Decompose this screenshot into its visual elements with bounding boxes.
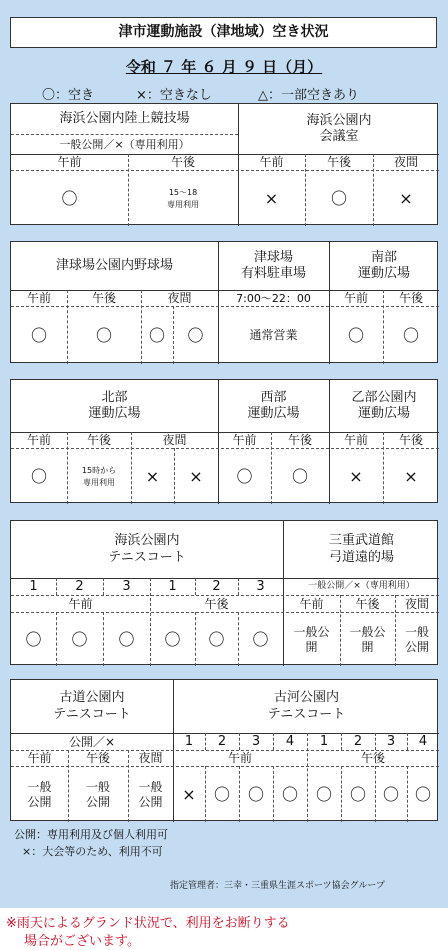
court-number: 3 bbox=[122, 578, 131, 594]
period-header: 午後 bbox=[85, 751, 110, 765]
legend-partial: △：一部空きあり bbox=[258, 88, 359, 103]
status-cell: 〇 bbox=[402, 325, 419, 345]
court-number: 1 bbox=[168, 578, 177, 594]
period-header: 午前 bbox=[57, 155, 82, 169]
court-number: 3 bbox=[251, 733, 261, 749]
court-number: 4 bbox=[418, 733, 428, 749]
period-header: 午前 bbox=[232, 433, 257, 447]
status-cell: 〇 bbox=[148, 325, 165, 345]
status-cell: 〇 bbox=[315, 784, 332, 804]
period-header: 午後 bbox=[355, 596, 380, 611]
table-1 bbox=[10, 103, 438, 225]
court-number: 2 bbox=[212, 578, 221, 594]
facility-subheader: 公開／× bbox=[68, 734, 116, 749]
period-header: 午後 bbox=[86, 433, 111, 447]
table-3 bbox=[10, 379, 438, 503]
table-2 bbox=[10, 241, 438, 363]
status-cell: 〇 bbox=[347, 325, 364, 345]
status-cell: 〇 bbox=[330, 188, 347, 208]
period-header: 午後 bbox=[91, 291, 116, 305]
status-cell: 一般公 開 bbox=[293, 624, 330, 654]
period-header: 午後 bbox=[204, 596, 229, 611]
period-header: 午前 bbox=[68, 596, 93, 611]
period-header: 午後 bbox=[326, 155, 351, 169]
court-number: 1 bbox=[29, 578, 38, 594]
facility-name: 三重武道館 弓道遠的場 bbox=[328, 533, 394, 565]
period-header: 夜間 bbox=[167, 291, 192, 305]
facility-name: 北部 運動広場 bbox=[88, 389, 141, 421]
status-cell: 〇 bbox=[25, 629, 42, 649]
status-cell: 一般 公開 bbox=[27, 779, 52, 809]
facility-name: 南部 運動広場 bbox=[357, 249, 410, 281]
status-cell: × bbox=[182, 784, 196, 804]
status-cell: × bbox=[145, 466, 160, 486]
court-number: 2 bbox=[353, 733, 363, 749]
rain-warning-line1: ※雨天によるグランド状況で、利用をお断りする bbox=[6, 916, 290, 931]
status-cell: 〇 bbox=[349, 784, 366, 804]
period-header: 午前 bbox=[227, 751, 252, 765]
facility-name: 海浜公園内 テニスコート bbox=[108, 533, 186, 565]
note-unavailable: ×：大会等のため、利用不可 bbox=[22, 845, 163, 858]
status-cell: 〇 bbox=[291, 466, 308, 486]
status-cell: × bbox=[399, 188, 413, 208]
facility-name: 古河公園内 テニスコート bbox=[267, 690, 346, 722]
status-cell: 一般公 開 bbox=[349, 624, 386, 654]
status-cell: × bbox=[264, 188, 279, 208]
rain-warning-line2: 場合がございます。 bbox=[24, 934, 140, 949]
status-cell: 〇 bbox=[281, 784, 298, 804]
facility-name: 乙部公園内 運動広場 bbox=[351, 389, 417, 421]
period-header: 午後 bbox=[398, 291, 423, 305]
status-cell: 〇 bbox=[71, 629, 88, 649]
status-cell: 〇 bbox=[30, 466, 47, 486]
status-cell: 〇 bbox=[187, 325, 204, 345]
facility-subheader: 一般公開／×（専用利用） bbox=[308, 581, 415, 592]
court-number: 1 bbox=[319, 733, 329, 749]
status-cell: 〇 bbox=[382, 784, 399, 804]
table-4 bbox=[10, 520, 438, 665]
facility-name: 海浜公園内陸上競技場 bbox=[59, 110, 190, 126]
facility-name: 古道公園内 テニスコート bbox=[53, 690, 131, 722]
period-header: 午前 bbox=[26, 433, 51, 447]
court-number: 2 bbox=[75, 578, 84, 594]
status-cell: 〇 bbox=[236, 466, 253, 486]
date-heading: 令和 ７ 年 ６ 月 ９ 日（月） bbox=[125, 58, 323, 76]
period-header: 午後 bbox=[170, 155, 195, 169]
facility-name: 西部 運動広場 bbox=[247, 389, 300, 421]
court-number: 2 bbox=[217, 733, 227, 749]
period-header: 午後 bbox=[360, 751, 385, 765]
note-public: 公開：専用利用及び個人利用可 bbox=[14, 828, 168, 841]
period-header: 午前 bbox=[343, 291, 368, 305]
status-cell: 〇 bbox=[252, 629, 269, 649]
status-cell: 一般 公開 bbox=[85, 779, 110, 809]
status-cell: 15～18 専用利用 bbox=[167, 187, 199, 209]
facility-name: 津球場公園内野球場 bbox=[55, 257, 173, 273]
status-cell: × bbox=[189, 466, 203, 486]
period-header: 夜間 bbox=[138, 751, 163, 765]
facility-name: 海浜公園内 会議室 bbox=[306, 112, 372, 144]
status-cell: 15時から 専用利用 bbox=[81, 465, 117, 487]
period-header: 午後 bbox=[287, 433, 312, 447]
status-cell: 〇 bbox=[30, 325, 47, 345]
period-header: 夜間 bbox=[404, 596, 429, 611]
court-number: 1 bbox=[184, 733, 194, 749]
court-number: 3 bbox=[386, 733, 396, 749]
period-header: 夜間 bbox=[393, 155, 418, 169]
status-cell: 〇 bbox=[213, 784, 230, 804]
status-cell: × bbox=[404, 466, 418, 486]
court-number: 3 bbox=[256, 578, 265, 594]
status-cell: 〇 bbox=[414, 784, 431, 804]
hours-header: 7:00～22：00 bbox=[236, 291, 311, 305]
table-5 bbox=[10, 679, 438, 821]
status-cell: 通常営業 bbox=[249, 328, 298, 342]
facility-name: 津球場 有料駐車場 bbox=[240, 249, 306, 281]
period-header: 午前 bbox=[343, 433, 368, 447]
period-header: 午後 bbox=[398, 433, 423, 447]
manager-credit: 指定管理者：三幸・三重県生涯スポーツ協会グループ bbox=[170, 881, 385, 891]
period-header: 夜間 bbox=[162, 433, 187, 447]
status-cell: 一般 公開 bbox=[138, 779, 163, 809]
status-cell: 〇 bbox=[61, 188, 78, 208]
period-header: 午前 bbox=[259, 155, 284, 169]
status-cell: 〇 bbox=[118, 629, 135, 649]
status-cell: × bbox=[349, 466, 363, 486]
facility-subheader: 一般公開／×（専用利用） bbox=[59, 138, 190, 152]
court-number: 4 bbox=[285, 733, 295, 749]
status-cell: 〇 bbox=[95, 325, 112, 345]
period-header: 午前 bbox=[27, 751, 52, 765]
legend-open: 〇：空き bbox=[42, 88, 95, 103]
legend-full: ×：空きなし bbox=[136, 88, 212, 103]
status-cell: 一般 公開 bbox=[404, 624, 429, 654]
period-header: 午前 bbox=[299, 596, 324, 611]
page-title: 津市運動施設（津地域）空き状況 bbox=[10, 17, 437, 48]
status-cell: 〇 bbox=[208, 629, 225, 649]
status-cell: 〇 bbox=[164, 629, 181, 649]
period-header: 午前 bbox=[26, 291, 51, 305]
status-cell: 〇 bbox=[247, 784, 264, 804]
